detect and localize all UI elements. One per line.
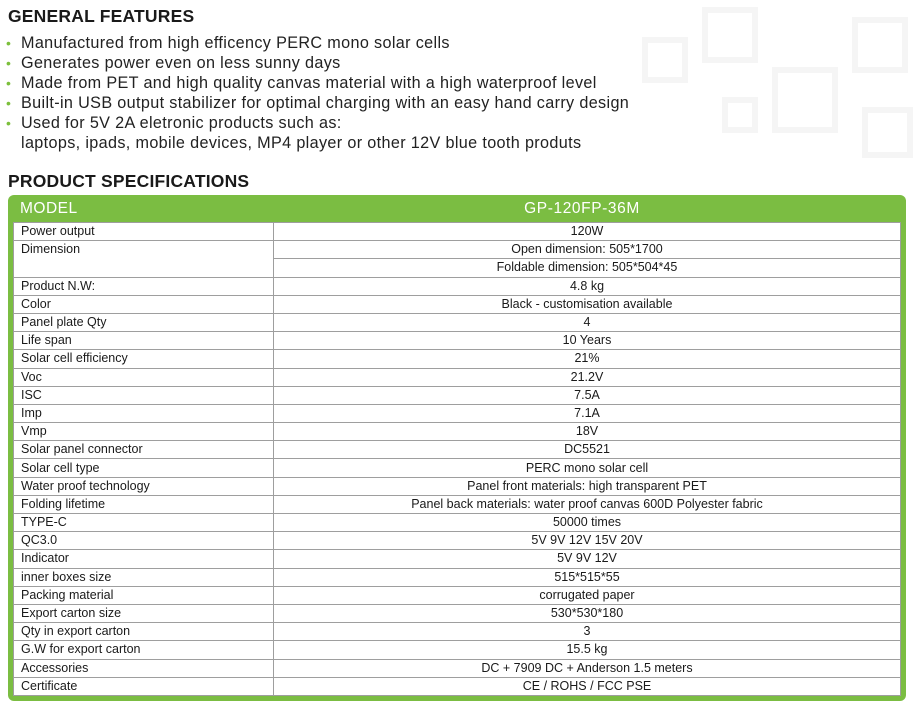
spec-value: Open dimension: 505*1700	[274, 241, 901, 259]
table-row	[14, 495, 901, 513]
spec-label: Qty in export carton	[14, 623, 274, 641]
spec-value: Black - customisation available	[274, 295, 901, 313]
spec-value: Panel front materials: high transparent PET	[274, 477, 901, 495]
spec-label: Solar cell efficiency	[14, 350, 274, 368]
spec-label: Color	[14, 295, 274, 313]
spec-label: Packing material	[14, 586, 274, 604]
spec-value: 3	[274, 623, 901, 641]
spec-value: 5V 9V 12V	[274, 550, 901, 568]
list-item: • Built-in USB output stabilizer for optimal charging with an easy hand carry design	[6, 94, 630, 112]
spec-label: Solar cell type	[14, 459, 274, 477]
spec-value: 21.2V	[274, 368, 901, 386]
spec-value: 18V	[274, 423, 901, 441]
table-body	[13, 222, 901, 696]
spec-label: Panel plate Qty	[14, 313, 274, 331]
spec-value: 120W	[274, 223, 901, 241]
spec-label: QC3.0	[14, 532, 274, 550]
spec-value: DC5521	[274, 441, 901, 459]
spec-value: Foldable dimension: 505*504*45	[274, 259, 901, 277]
spec-label: inner boxes size	[14, 568, 274, 586]
spec-label: TYPE-C	[14, 514, 274, 532]
spec-rows	[13, 222, 901, 696]
list-item: • Manufactured from high efficency PERC mono solar cells	[6, 34, 450, 52]
table-row	[14, 604, 901, 622]
table-row	[14, 368, 901, 386]
spec-label: Life span	[14, 332, 274, 350]
spec-value: 50000 times	[274, 514, 901, 532]
table-row	[14, 459, 901, 477]
spec-label: ISC	[14, 386, 274, 404]
table-row	[14, 295, 901, 313]
table-row	[14, 386, 901, 404]
spec-label: G.W for export carton	[14, 641, 274, 659]
table-row	[14, 568, 901, 586]
list-item-continuation: laptops, ipads, mobile devices, MP4 player or other 12V blue tooth produts	[21, 134, 582, 152]
table-row	[14, 241, 901, 259]
table-row	[14, 659, 901, 677]
table-row	[14, 277, 901, 295]
list-item: • Generates power even on less sunny days	[6, 54, 341, 72]
spec-label: Vmp	[14, 423, 274, 441]
spec-label: Folding lifetime	[14, 495, 274, 513]
spec-label: Product N.W:	[14, 277, 274, 295]
table-row	[14, 641, 901, 659]
features-list	[6, 33, 629, 153]
table-header	[8, 195, 906, 222]
spec-table	[8, 195, 906, 701]
table-row	[14, 586, 901, 604]
table-row	[14, 404, 901, 422]
spec-label: Dimension	[14, 241, 274, 277]
header-model-value: GP-120FP-36M	[524, 200, 640, 217]
spec-label: Certificate	[14, 677, 274, 695]
spec-value: corrugated paper	[274, 586, 901, 604]
list-item: • Made from PET and high quality canvas material with a high waterproof level	[6, 74, 597, 92]
table-row	[14, 677, 901, 695]
bullet-icon: •	[6, 115, 12, 131]
table-row	[14, 550, 901, 568]
spec-label: Export carton size	[14, 604, 274, 622]
spec-value: 530*530*180	[274, 604, 901, 622]
spec-label: Power output	[14, 223, 274, 241]
spec-value: 7.1A	[274, 404, 901, 422]
spec-value: 21%	[274, 350, 901, 368]
table-row	[14, 514, 901, 532]
table-row	[14, 477, 901, 495]
spec-value: 515*515*55	[274, 568, 901, 586]
spec-value: 7.5A	[274, 386, 901, 404]
table-row	[14, 332, 901, 350]
bullet-icon: •	[6, 95, 12, 111]
table-row	[14, 313, 901, 331]
header-label: MODEL	[20, 200, 78, 217]
spec-label: Accessories	[14, 659, 274, 677]
features-title: GENERAL FEATURES	[8, 6, 195, 26]
table-row	[14, 532, 901, 550]
spec-label: Water proof technology	[14, 477, 274, 495]
spec-value: 10 Years	[274, 332, 901, 350]
spec-value: PERC mono solar cell	[274, 459, 901, 477]
spec-value: 5V 9V 12V 15V 20V	[274, 532, 901, 550]
list-item: • Used for 5V 2A eletronic products such as:	[6, 114, 342, 132]
spec-label: Solar panel connector	[14, 441, 274, 459]
table-row	[14, 441, 901, 459]
table-row	[14, 423, 901, 441]
spec-value: 4	[274, 313, 901, 331]
spec-value: 4.8 kg	[274, 277, 901, 295]
spec-label: Voc	[14, 368, 274, 386]
table-row	[14, 623, 901, 641]
specs-title: PRODUCT SPECIFICATIONS	[8, 171, 250, 191]
spec-value: DC + 7909 DC + Anderson 1.5 meters	[274, 659, 901, 677]
table-row	[14, 223, 901, 241]
spec-value: Panel back materials: water proof canvas 600D Polyester fabric	[274, 495, 901, 513]
table-row	[14, 350, 901, 368]
spec-value: CE / ROHS / FCC PSE	[274, 677, 901, 695]
spec-label: Indicator	[14, 550, 274, 568]
spec-value: 15.5 kg	[274, 641, 901, 659]
bullet-icon: •	[6, 35, 12, 51]
spec-label: Imp	[14, 404, 274, 422]
bullet-icon: •	[6, 75, 12, 91]
bullet-icon: •	[6, 55, 12, 71]
